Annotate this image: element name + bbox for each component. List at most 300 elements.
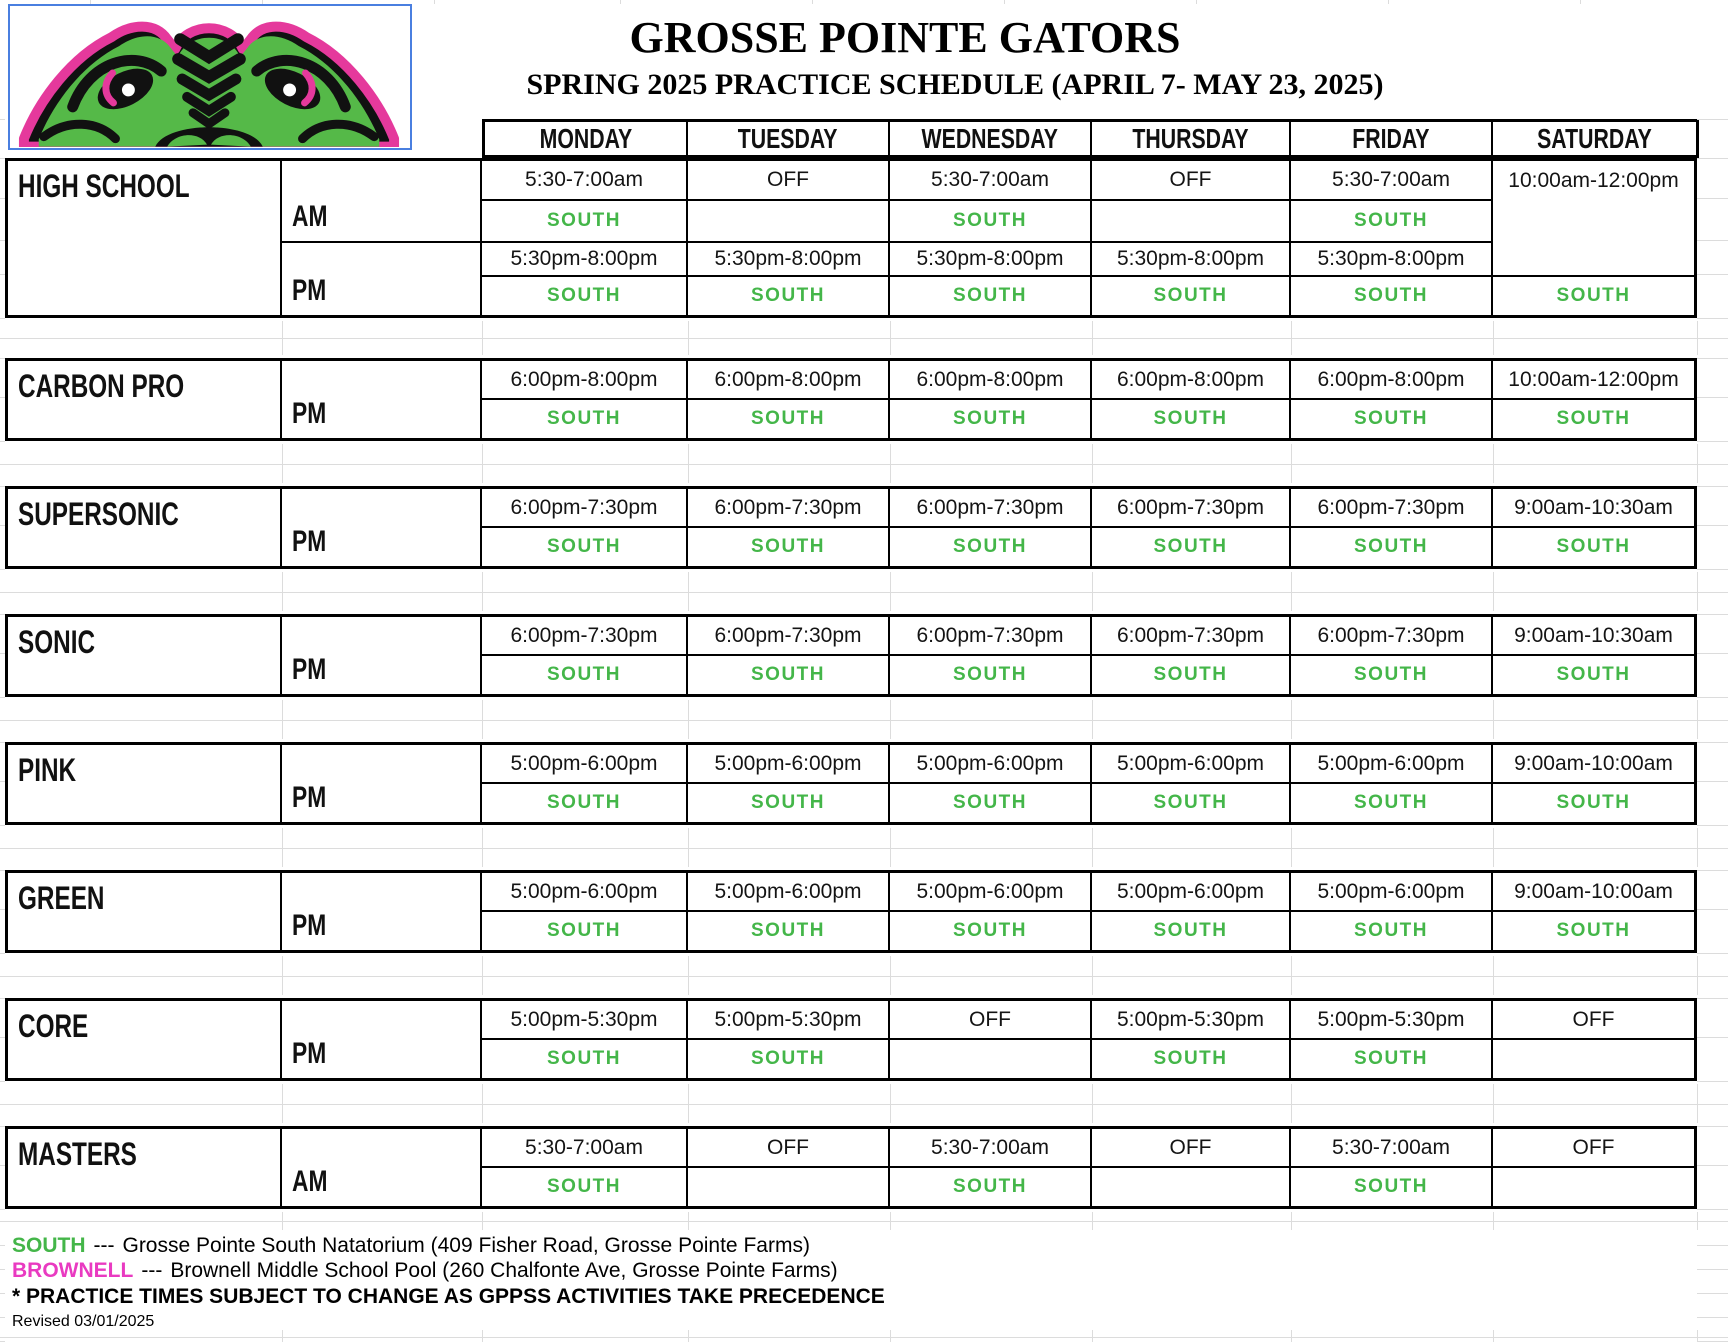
gridline <box>0 653 5 654</box>
gridline <box>1697 1317 1728 1318</box>
time-cell: 6:00pm-7:30pm <box>1291 489 1493 528</box>
time-cell: 5:30pm-8:00pm <box>890 243 1092 277</box>
time-cell: 5:00pm-5:30pm <box>1092 1001 1291 1040</box>
time-cell: 5:00pm-6:00pm <box>890 873 1092 912</box>
location-cell: SOUTH <box>688 784 890 822</box>
gridline <box>0 464 5 465</box>
gridline <box>1291 828 1292 867</box>
gridline <box>1196 0 1197 4</box>
location-cell: SOUTH <box>1092 1040 1291 1078</box>
gridline <box>890 700 891 739</box>
gridline <box>0 720 5 721</box>
time-cell: OFF <box>890 1001 1092 1040</box>
day-header-monday <box>485 122 688 155</box>
gridline <box>890 1212 891 1230</box>
gridline <box>0 358 5 359</box>
time-cell: 5:30-7:00am <box>1291 161 1493 201</box>
day-header-friday <box>1291 122 1493 155</box>
schedule-block-high-school <box>5 158 1697 318</box>
group-label <box>8 1001 282 1078</box>
gridline <box>482 321 483 355</box>
location-cell: SOUTH <box>890 400 1092 438</box>
gridline <box>1493 444 1494 483</box>
gridline <box>1092 1330 1093 1342</box>
gridline <box>282 321 283 355</box>
location-cell: SOUTH <box>890 784 1092 822</box>
gridline <box>282 444 283 483</box>
gridline <box>688 1084 689 1123</box>
gridline <box>0 592 1728 593</box>
group-label <box>8 617 282 694</box>
gridline <box>482 1212 483 1230</box>
time-cell: 5:30-7:00am <box>482 1129 688 1168</box>
gridline <box>1493 572 1494 611</box>
location-cell: SOUTH <box>890 201 1092 243</box>
group-label-text: GREEN <box>18 880 105 916</box>
day-header-row <box>482 119 1699 158</box>
gridline <box>1092 321 1093 355</box>
gridline <box>688 828 689 867</box>
day-header-saturday-text: SATURDAY <box>1537 122 1652 154</box>
gridline <box>1697 1209 1728 1210</box>
period-label <box>282 617 482 694</box>
location-cell: SOUTH <box>688 528 890 566</box>
location-cell: SOUTH <box>1291 201 1493 243</box>
location-cell: SOUTH <box>1291 1168 1493 1206</box>
gridline <box>1697 318 1728 319</box>
gridline <box>1697 614 1728 615</box>
location-cell: SOUTH <box>1092 784 1291 822</box>
location-key-brownell: BROWNELL <box>12 1259 134 1282</box>
gridline <box>0 338 5 339</box>
location-cell: SOUTH <box>482 1040 688 1078</box>
time-cell: 5:00pm-6:00pm <box>1291 873 1493 912</box>
period-label <box>282 745 482 822</box>
time-cell: 6:00pm-7:30pm <box>1092 617 1291 656</box>
time-cell: 6:00pm-7:30pm <box>890 617 1092 656</box>
period-label <box>282 243 482 315</box>
location-cell <box>1493 1168 1694 1206</box>
time-cell: OFF <box>1493 1129 1694 1168</box>
time-cell: 5:00pm-6:00pm <box>1092 873 1291 912</box>
gridline <box>0 1104 5 1105</box>
time-cell: 5:30-7:00am <box>890 161 1092 201</box>
gridline <box>890 321 891 355</box>
location-cell: SOUTH <box>1092 912 1291 950</box>
gridline <box>1291 1330 1292 1342</box>
schedule-block-pink <box>5 742 1697 825</box>
gridline <box>1092 1084 1093 1123</box>
day-header-thursday <box>1092 122 1291 155</box>
location-cell: SOUTH <box>482 528 688 566</box>
location-cell: SOUTH <box>1291 277 1493 315</box>
gridline <box>282 1330 283 1342</box>
location-cell: SOUTH <box>1493 656 1694 694</box>
gridline <box>0 1037 5 1038</box>
gridline <box>1092 1212 1093 1230</box>
group-label-text: CORE <box>18 1008 89 1044</box>
location-cell: SOUTH <box>890 656 1092 694</box>
gridline <box>0 1245 5 1246</box>
right-eye-pupil <box>283 83 296 96</box>
gridline <box>0 998 5 999</box>
gridline <box>482 700 483 739</box>
time-cell: 10:00am-12:00pm <box>1493 161 1694 277</box>
gridline <box>1697 198 1728 199</box>
gridline <box>1697 998 1728 999</box>
location-cell: SOUTH <box>482 201 688 243</box>
gridline <box>1697 358 1728 359</box>
gridline <box>0 1104 1728 1105</box>
day-header-wednesday <box>890 122 1092 155</box>
gridline <box>1697 1037 1728 1038</box>
gridline <box>90 0 91 4</box>
time-cell: 5:30pm-8:00pm <box>688 243 890 277</box>
gridline <box>0 486 5 487</box>
gridline <box>0 592 5 593</box>
time-cell: 10:00am-12:00pm <box>1493 361 1694 400</box>
period-label <box>282 161 482 243</box>
gridline <box>1697 1126 1728 1127</box>
gridline <box>0 338 1728 339</box>
gridline <box>890 1084 891 1123</box>
time-cell: 6:00pm-7:30pm <box>688 489 890 528</box>
gridline <box>688 1212 689 1230</box>
gridline <box>1697 1330 1698 1342</box>
gridline <box>1004 0 1005 4</box>
location-cell: SOUTH <box>1493 784 1694 822</box>
gridline <box>0 198 5 199</box>
group-label-text: SONIC <box>18 624 96 660</box>
day-header-saturday <box>1493 122 1696 155</box>
group-label-text: CARBON PRO <box>18 368 185 404</box>
period-label <box>282 1001 482 1078</box>
location-cell: SOUTH <box>1092 277 1291 315</box>
day-header-friday-text: FRIDAY <box>1352 122 1430 154</box>
group-label <box>8 873 282 950</box>
location-cell: SOUTH <box>688 277 890 315</box>
group-label-text: HIGH SCHOOL <box>18 168 190 204</box>
gridline <box>1092 956 1093 995</box>
gridline <box>0 274 5 275</box>
group-label <box>8 489 282 566</box>
gridline <box>0 569 5 570</box>
left-eye-pupil <box>122 83 135 96</box>
location-cell: SOUTH <box>890 912 1092 950</box>
location-desc-brownell: Brownell Middle School Pool (260 Chalfonte Ave, Grosse Pointe Farms) <box>170 1259 838 1282</box>
gridline <box>0 1165 5 1166</box>
time-cell: 5:00pm-6:00pm <box>482 873 688 912</box>
gridline <box>1291 1212 1292 1230</box>
location-cell: SOUTH <box>688 656 890 694</box>
gridline <box>890 572 891 611</box>
gridline <box>1493 1212 1494 1230</box>
gridline <box>1697 909 1728 910</box>
schedule-block-masters <box>5 1126 1697 1209</box>
gridline <box>0 441 5 442</box>
time-cell: 5:00pm-5:30pm <box>688 1001 890 1040</box>
group-label-text: MASTERS <box>18 1136 137 1172</box>
gridline <box>0 909 5 910</box>
time-cell: 5:00pm-6:00pm <box>1092 745 1291 784</box>
location-cell: SOUTH <box>482 784 688 822</box>
gridline <box>1697 338 1728 339</box>
location-cell: SOUTH <box>1291 528 1493 566</box>
gridline <box>0 119 5 120</box>
time-cell: 9:00am-10:30am <box>1493 617 1694 656</box>
time-cell: 5:30pm-8:00pm <box>1291 243 1493 277</box>
location-cell <box>1092 1168 1291 1206</box>
time-cell: OFF <box>1092 161 1291 201</box>
gridline <box>0 1126 5 1127</box>
day-header-tuesday-text: TUESDAY <box>738 122 838 154</box>
gridline <box>282 572 283 611</box>
gridline <box>1493 1330 1494 1342</box>
time-cell: 6:00pm-8:00pm <box>482 361 688 400</box>
gators-logo[interactable] <box>10 7 408 147</box>
day-header-wednesday-text: WEDNESDAY <box>921 122 1059 154</box>
time-cell: 5:30-7:00am <box>482 161 688 201</box>
schedule-block-core <box>5 998 1697 1081</box>
period-label-text: PM <box>292 525 327 558</box>
time-cell: OFF <box>688 161 890 201</box>
gridline <box>1493 828 1494 867</box>
gridline <box>1493 321 1494 355</box>
gridline <box>0 742 5 743</box>
time-cell: 6:00pm-7:30pm <box>688 617 890 656</box>
gridline <box>0 870 5 871</box>
gridline <box>1697 464 1728 465</box>
gridline <box>1697 486 1728 487</box>
gridline <box>1697 1081 1728 1082</box>
location-desc-south: Grosse Pointe South Natatorium (409 Fisher Road, Grosse Pointe Farms) <box>122 1234 810 1257</box>
gridline <box>282 1212 283 1230</box>
gridline <box>0 1317 5 1318</box>
gridline <box>0 825 5 826</box>
gridline <box>1697 1165 1728 1166</box>
practice-note: * PRACTICE TIMES SUBJECT TO CHANGE AS GPPSS ACTIVITIES TAKE PRECEDENCE <box>12 1285 885 1308</box>
schedule-block-green <box>5 870 1697 953</box>
group-label-text: PINK <box>18 752 77 788</box>
gridline <box>0 318 5 319</box>
location-cell: SOUTH <box>1291 656 1493 694</box>
gridline <box>1092 828 1093 867</box>
time-cell: 9:00am-10:00am <box>1493 745 1694 784</box>
gridline <box>1092 444 1093 483</box>
location-cell: SOUTH <box>1493 912 1694 950</box>
location-cell <box>890 1040 1092 1078</box>
time-cell: 6:00pm-8:00pm <box>890 361 1092 400</box>
period-label-text: AM <box>292 200 328 233</box>
gridline <box>1092 700 1093 739</box>
gridline <box>0 1337 1728 1338</box>
gridline <box>282 700 283 739</box>
time-cell: 6:00pm-8:00pm <box>1291 361 1493 400</box>
gridline <box>0 1221 1728 1222</box>
gridline <box>688 444 689 483</box>
gridline <box>1697 697 1728 698</box>
gridline <box>0 464 1728 465</box>
location-cell: SOUTH <box>688 1040 890 1078</box>
time-cell: 5:00pm-6:00pm <box>688 873 890 912</box>
gridline <box>620 0 621 4</box>
location-cell: SOUTH <box>482 277 688 315</box>
location-cell: SOUTH <box>1291 400 1493 438</box>
gridline <box>688 1330 689 1342</box>
gridline <box>1697 825 1728 826</box>
gridline <box>1697 781 1728 782</box>
time-cell: 5:00pm-5:30pm <box>482 1001 688 1040</box>
time-cell: 5:30-7:00am <box>1291 1129 1493 1168</box>
gridline <box>688 700 689 739</box>
day-header-thursday-text: THURSDAY <box>1132 122 1249 154</box>
gridline <box>0 614 5 615</box>
gridline <box>1697 870 1728 871</box>
period-label-text: PM <box>292 1037 327 1070</box>
gridline <box>1697 1104 1728 1105</box>
gridline <box>1697 976 1728 977</box>
group-label <box>8 745 282 822</box>
gridline <box>282 1084 283 1123</box>
location-cell: SOUTH <box>1092 528 1291 566</box>
time-cell: 5:30pm-8:00pm <box>1092 243 1291 277</box>
location-key-south: SOUTH <box>12 1234 86 1257</box>
location-cell: SOUTH <box>1493 277 1694 315</box>
schedule-block-carbon-pro <box>5 358 1697 441</box>
location-cell: SOUTH <box>890 277 1092 315</box>
time-cell: 9:00am-10:00am <box>1493 873 1694 912</box>
gridline <box>1697 848 1728 849</box>
location-cell: SOUTH <box>1291 1040 1493 1078</box>
time-cell: 6:00pm-7:30pm <box>1092 489 1291 528</box>
period-label-text: PM <box>292 274 327 307</box>
gridline <box>0 240 5 241</box>
location-cell <box>688 1168 890 1206</box>
gridline <box>1697 274 1728 275</box>
time-cell: OFF <box>1092 1129 1291 1168</box>
location-cell: SOUTH <box>482 400 688 438</box>
group-label <box>8 1129 282 1206</box>
gridline <box>890 1330 891 1342</box>
gridline <box>1697 441 1728 442</box>
gridline <box>688 321 689 355</box>
gridline <box>1291 1084 1292 1123</box>
day-header-tuesday <box>688 122 890 155</box>
time-cell: 5:00pm-6:00pm <box>890 745 1092 784</box>
period-label <box>282 489 482 566</box>
period-label <box>282 873 482 950</box>
gridline <box>1291 444 1292 483</box>
period-label <box>282 361 482 438</box>
gridline <box>0 976 1728 977</box>
gridline <box>688 572 689 611</box>
gridline <box>1697 569 1728 570</box>
gridline <box>282 828 283 867</box>
gridline <box>0 848 5 849</box>
gridline <box>1697 1212 1698 1230</box>
gridline <box>812 0 813 4</box>
period-label-text: PM <box>292 909 327 942</box>
gridline <box>1697 953 1728 954</box>
gridline <box>482 444 483 483</box>
gridline <box>1580 0 1581 4</box>
gridline <box>1493 1084 1494 1123</box>
gridline <box>1291 956 1292 995</box>
gridline <box>1697 653 1728 654</box>
gridline <box>482 828 483 867</box>
time-cell: 6:00pm-7:30pm <box>482 617 688 656</box>
gridline <box>1697 525 1728 526</box>
location-cell <box>1493 1040 1694 1078</box>
gridline <box>0 397 5 398</box>
gridline <box>1697 1245 1728 1246</box>
location-cell: SOUTH <box>482 656 688 694</box>
location-cell: SOUTH <box>1493 528 1694 566</box>
gridline <box>1697 1269 1728 1270</box>
gridline <box>0 1209 5 1210</box>
period-label-text: PM <box>292 653 327 686</box>
location-cell: SOUTH <box>1493 400 1694 438</box>
group-label <box>8 161 282 315</box>
location-cell: SOUTH <box>482 1168 688 1206</box>
gridline <box>1697 1293 1728 1294</box>
period-label-text: AM <box>292 1165 328 1198</box>
gridline <box>1697 720 1728 721</box>
gridline <box>1388 0 1389 4</box>
gridline <box>0 953 5 954</box>
gridline <box>0 1081 5 1082</box>
gridline <box>482 1084 483 1123</box>
gridline <box>1697 158 1728 159</box>
gridline <box>1697 742 1728 743</box>
schedule-block-supersonic <box>5 486 1697 569</box>
gridline <box>1697 119 1728 120</box>
footnote-brownell <box>12 1259 838 1283</box>
location-cell: SOUTH <box>1092 400 1291 438</box>
time-cell: 5:00pm-6:00pm <box>1291 745 1493 784</box>
gridline <box>1291 572 1292 611</box>
gridline <box>0 1269 5 1270</box>
time-cell: 9:00am-10:30am <box>1493 489 1694 528</box>
gridline <box>0 781 5 782</box>
period-label <box>282 1129 482 1206</box>
gridline <box>482 572 483 611</box>
time-cell: 5:30-7:00am <box>890 1129 1092 1168</box>
location-cell: SOUTH <box>1291 912 1493 950</box>
revised-date: Revised 03/01/2025 <box>12 1313 155 1330</box>
gridline <box>1697 592 1728 593</box>
page-title: GROSSE POINTE GATORS <box>629 13 1181 62</box>
time-cell: 6:00pm-7:30pm <box>482 489 688 528</box>
location-cell <box>688 201 890 243</box>
gridline <box>890 956 891 995</box>
gridline <box>1493 956 1494 995</box>
gridline <box>0 1293 5 1294</box>
time-cell: 6:00pm-8:00pm <box>688 361 890 400</box>
day-header-monday-text: MONDAY <box>539 122 632 154</box>
time-cell: 5:00pm-6:00pm <box>688 745 890 784</box>
gridline <box>0 697 5 698</box>
location-cell: SOUTH <box>482 912 688 950</box>
footnote-south <box>12 1234 810 1258</box>
gridline <box>0 848 1728 849</box>
gridline <box>482 1330 483 1342</box>
gridline <box>1493 700 1494 739</box>
time-cell: 5:00pm-5:30pm <box>1291 1001 1493 1040</box>
group-label <box>8 361 282 438</box>
time-cell: OFF <box>1493 1001 1694 1040</box>
location-cell: SOUTH <box>890 528 1092 566</box>
